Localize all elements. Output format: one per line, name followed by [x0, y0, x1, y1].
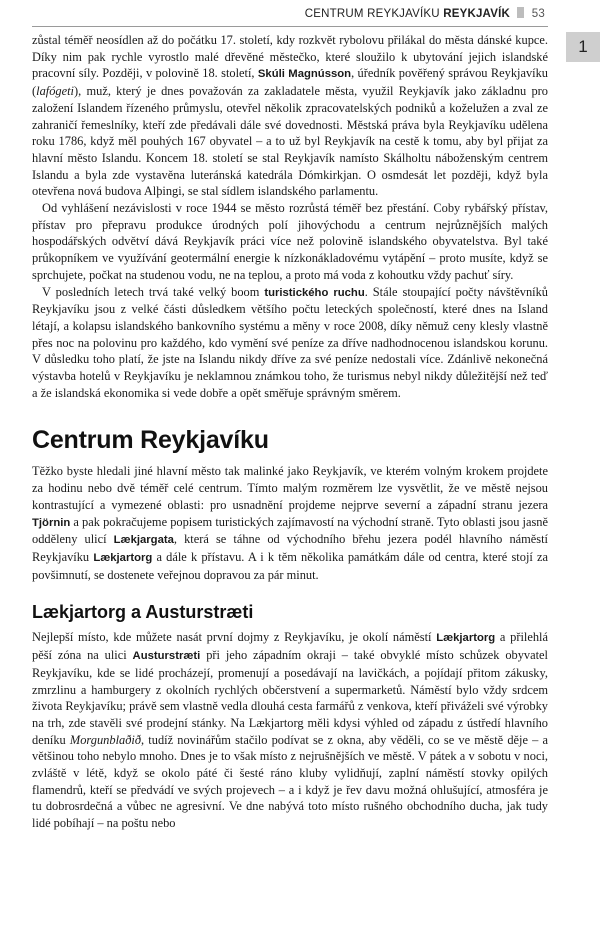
text-run: V posledních letech trvá také velký boom [42, 284, 265, 299]
running-header [0, 7, 545, 20]
text-run: a přilehlá pěší zóna na ulici [32, 630, 548, 663]
text-run: Těžko byste hledali jiné hlavní město tak malinké jako Reykjavík, ve kterém volným krokem projdete za hodinu nebo dvě téměř celé centrum. Tímto malým rozměrem lze vysvětlit, že ve městě nejsou kontrastující a vymezené oblasti: pro usnadnění projdeme nejprve severní a západní stranu jezera [32, 464, 548, 512]
page-content [32, 32, 548, 832]
bold-term: Lækjartorg [436, 632, 496, 645]
bold-term: Austurstræti [132, 650, 201, 663]
text-run: a dále k přístavu. A i k těm několika památkám dále od centra, které stojí za povšimnutí, se dostenete veřejnou dopravou za pár minut. [32, 549, 548, 582]
text-run: ), muž, který je dnes považován za zakladatele města, využil Reykjavík jako základnu pro založení Islandem řízeného průmyslu, otevřel několik zpracovatelských podniků a koželužen a zval ze zahraničí řemeslníky, kteří zde předávali dále své dovednosti. Městská práva byla Reykjavíku udělena roku 1786, když měl pouhých 167 obyvatel – a to už byl Reykjavík na cestě k tomu, aby byl přijat za hlavní město Islandu. Koncem 18. století se stal Reykjavík namísto Skálholtu náboženským centrem Islandu a byla zde vystavěna luteránská katedrála Dómkirkjan. O osmdesát let později, když byla otevřena nová budova Alþingi, se stal sídlem islandského parlamentu. [32, 84, 548, 199]
paragraph-tourism [32, 284, 548, 402]
header-separator [517, 7, 524, 18]
text-run: a pak pokračujeme popisem turistických zajímavostí na východní straně. Tyto oblasti jsou jasně odděleny ulicí [32, 514, 548, 547]
text-run: Nejlepší místo, kde můžete nasát první dojmy z Reykjavíku, je okolí náměstí [32, 630, 437, 645]
paragraph-centre-intro [32, 463, 548, 583]
paragraph-independence [32, 200, 548, 284]
header-city: REYKJAVÍK [443, 8, 510, 20]
bold-term: Tjörnin [32, 516, 71, 529]
bold-term: turistického ruchu [264, 286, 365, 299]
header-section-title: CENTRUM REYKJAVÍKU [304, 8, 440, 20]
header-rule [32, 26, 548, 27]
paragraph-history [32, 32, 548, 200]
section-heading: Centrum Reykjavíku [32, 426, 269, 455]
text-run: . Stále stoupající počty návštěvníků Reykjavíku jsou z velké části důsledkem většího počtu leteckých společností, které dnes na Island létají, a kolapsu islandského bankovního systému a měny v roce 2008, díky němuž ceny klesly vlastně přes noc na polovinu pro každého, kdo vymění své peníze za dříve nadhodnocenou islandskou korunu. V důsledku toho platí, že jste na Islandu nikdy dříve za své peníze nedostali více. Zdánlivě nekonečná výstavba hotelů v Reykjavíku je neklamnou známkou toho, že turismus nebyl nikdy důležitější než teď a že islandská ekonomika si vede dobře a opět směřuje správným směrem. [32, 284, 548, 400]
text-run: , která se táhne od východního břehu jezera podél hlavního náměstí Reykjavíku [32, 532, 549, 564]
text-run: , tudíž novinářům stačilo podívat se z okna, aby věděli, co se ve městě děje – a většinou toho nebylo mnoho. Dnes je to však místo z nejrušnějších ve městě. V pátek a v sobotu v noci, zvláště v létě, když se okolo páté či šesté ráno kluby vylidňují, zaplní náměstí stovky opilých flamendrů, kteří se předvádí ve svých projevech – a i když je řev davu možná ohlušující, atmosféra je tu dobrosrdečná a vůbec ne agresivní. Ve dne nabývá toto místo rušného obchodního ducha, jak tudy lidé pobíhají – na poštu nebo [32, 732, 549, 831]
bold-term: Lækjartorg [93, 551, 153, 564]
page-number: 53 [531, 8, 545, 20]
bold-term: Skúli Magnússon [257, 68, 352, 81]
text-run: , úředník pověřený správou Reykjavíku ( [32, 66, 548, 99]
chapter-tab: 1 [566, 32, 600, 62]
subsection-heading: Lækjartorg a Austurstræti [32, 602, 254, 623]
text-run: zůstal téměř neosídlen až do počátku 17. století, kdy rozkvět rybolovu přilákal do města dánské kupce. Díky nim pak rychle vyrostlo malé dřevěné městečko, které sloužilo k ubytování jejich islandské pracovní síly. Později, v polovině 18. století, [32, 33, 548, 81]
bold-term: Lækjargata [113, 534, 174, 547]
italic-term: Morgunblaðið [69, 732, 142, 747]
text-run: Od vyhlášení nezávislosti v roce 1944 se město rozrůstá téměř bez přestání. Coby rybářský přístav, přístav pro přepravu produkce úrodných polí jihovýchodu a centrum nejrůznějších malých hospodářských odvětví dává Reykjavík práci více než polovině islandského obyvatelstva. Byl také průkopníkem ve využívání geotermální energie k nízkonákladovému vytápění – proto musíte, když se sprchujete, počkat na studenou vodu, ne na teplou, a proto má voda z kohoutku vždy pachuť síry. [32, 201, 548, 282]
paragraph-laekjartorg [32, 629, 548, 831]
text-run: při jeho západním okraji – také obvyklé místo schůzek obyvatel Reykjavíku, kde se lidé procházejí, promenují a posedávají na lavičkách, a pojídají přitom zákusky, zmrzlinu a hamburgery z okolních rychlých občerstvení a supermarketů. Náměstí bylo vždy srdcem života Reykjavíku; právě sem vlastně vedla dlouhá cesta farmářů z venkova, kteří přiváželi své výrobky na trh, zde stavěli své prodejní stánky. Na Lækjartorg měli kdysi výhled od západu z ústředí hlavního deníku [32, 648, 548, 747]
italic-term: lafógeti [36, 84, 74, 99]
